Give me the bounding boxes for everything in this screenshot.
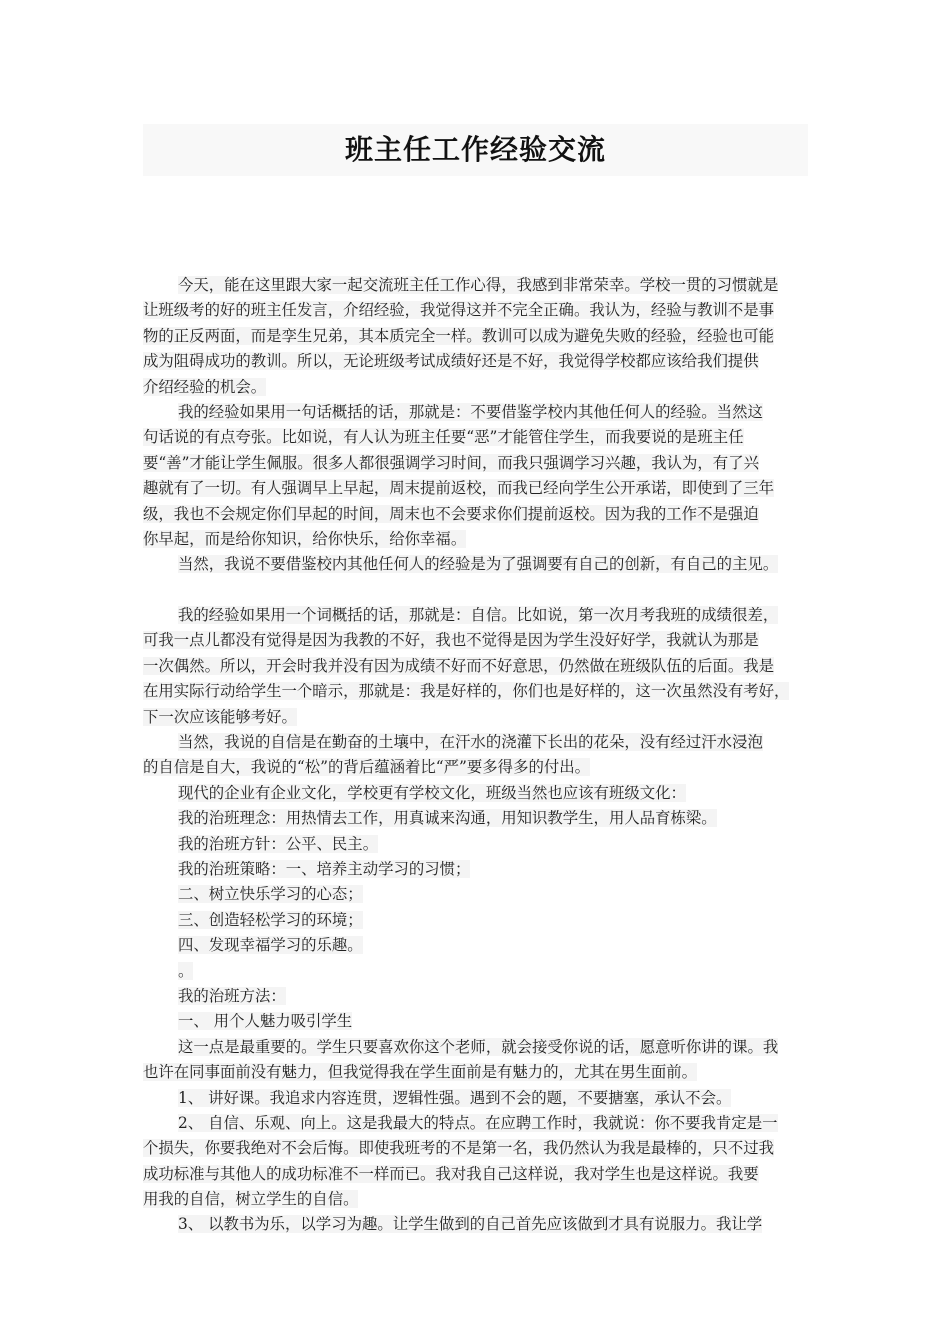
text-line-content: 现代的企业有企业文化，学校更有学校文化，班级当然也应该有班级文化： [178,783,686,802]
text-line-content: 。 [178,961,194,980]
text-line-content: 二、树立快乐学习的心态； [178,885,363,904]
text-line [143,882,811,907]
text-line-content: 我的经验如果用一个词概括的话，那就是：自信。比如说，第一次月考我班的成绩很差， [178,606,779,625]
text-line [143,400,811,425]
text-line-content: 用我的自信，树立学生的自信。 [143,1190,359,1209]
text-line-content: 成功标准与其他人的成功标准不一样而已。我对我自己这样说，我对学生也是这样说。我要 [143,1164,759,1183]
text-line [143,1187,811,1212]
text-line [143,476,811,501]
text-line [143,857,811,882]
text-line [143,933,811,958]
text-line-content: 我的治班方法： [178,986,286,1005]
document-title: 班主任工作经验交流 [344,133,606,166]
text-line [143,1086,811,1111]
text-line-content: 三、创造轻松学习的环境； [178,910,363,929]
text-line-content: 你早起，而是给你知识，给你快乐，给你幸福。 [143,529,467,548]
text-line-content: 也许在同事面前没有魅力，但我觉得我在学生面前是有魅力的，尤其在男生面前。 [143,1063,698,1082]
text-line-content: 下一次应该能够考好。 [143,707,297,726]
text-line-content: 我的经验如果用一句话概括的话，那就是：不要借鉴学校内其他任何人的经验。当然这 [178,402,763,421]
text-line [143,984,811,1009]
text-line [143,324,811,349]
text-line-content: 一、 用个人魅力吸引学生 [178,1012,353,1031]
text-line-content: 介绍经验的机会。 [143,377,267,396]
text-line-content: 一次偶然。所以，开会时我并没有因为成绩不好而不好意思，仍然做在班级队伍的后面。我是 [143,656,775,675]
text-line-content: 3、 以教书为乐，以学习为趣。让学生做到的自己首先应该做到才具有说服力。我让学 [178,1215,763,1234]
text-line [143,730,811,755]
text-line-content: 当然，我说的自信是在勤奋的土壤中，在汗水的浇灌下长出的花朵，没有经过汗水浸泡 [178,733,763,752]
text-line [143,679,811,704]
text-line [143,273,811,298]
text-line [143,603,811,628]
text-line-content: 让班级考的好的班主任发言，介绍经验，我觉得这并不完全正确。我认为，经验与教训不是事 [143,301,775,320]
text-line [143,425,811,450]
text-line [143,1060,811,1085]
text-line [143,1009,811,1034]
text-line [143,832,811,857]
text-line-content: 我的治班理念：用热情去工作，用真诚来沟通，用知识教学生，用人品育栋梁。 [178,809,717,828]
text-line [143,705,811,730]
text-line [143,1111,811,1136]
text-line [143,375,811,400]
text-line [143,959,811,984]
text-line-content: 物的正反两面，而是孪生兄弟，其本质完全一样。教训可以成为避免失败的经验，经验也可能 [143,326,775,345]
text-line-content: 2、 自信、乐观、向上。这是我最大的特点。在应聘工作时，我就说：你不要我肯定是一 [178,1113,778,1132]
text-line [143,527,811,552]
text-line-content: 的自信是自大，我说的“松”的背后蕴涵着比“严”要多得多的付出。 [143,758,591,777]
text-line [143,552,811,577]
text-line-content: 要“善”才能让学生佩服。很多人都很强调学习时间，而我只强调学习兴趣，我认为，有了兴 [143,453,759,472]
text-line-content: 在用实际行动给学生一个暗示，那就是：我是好样的，你们也是好样的，这一次虽然没有考好， [143,682,790,701]
document-body [143,273,811,1238]
text-line [143,298,811,323]
text-line [143,654,811,679]
text-line-content: 当然，我说不要借鉴校内其他任何人的经验是为了强调要有自己的创新，有自己的主见。 [178,555,779,574]
text-line-content: 可我一点儿都没有觉得是因为我教的不好，我也不觉得是因为学生没好好学，我就认为那是 [143,631,759,650]
text-line [143,1035,811,1060]
text-line [143,1212,811,1237]
text-line [143,1162,811,1187]
text-line [143,781,811,806]
text-line-content: 我的治班策略：一、培养主动学习的习惯； [178,859,471,878]
text-line-content: 1、 讲好课。我追求内容连贯，逻辑性强。遇到不会的题，不要搪塞，承认不会。 [178,1088,732,1107]
text-line-content: 这一点是最重要的。学生只要喜欢你这个老师，就会接受你说的话，愿意听你讲的课。我 [178,1037,779,1056]
text-line [143,451,811,476]
text-line-content: 级，我也不会规定你们早起的时间，周末也不会要求你们提前返校。因为我的工作不是强迫 [143,504,759,523]
text-line [143,502,811,527]
text-line-content: 成为阻碍成功的教训。所以，无论班级考试成绩好还是不好，我觉得学校都应该给我们提供 [143,352,759,371]
text-line-content: 句话说的有点夸张。比如说，有人认为班主任要“恶”才能管住学生，而我要说的是班主任 [143,428,744,447]
text-line [143,349,811,374]
text-line-content: 趣就有了一切。有人强调早上早起，周末提前返校，而我已经向学生公开承诺，即使到了三年 [143,479,775,498]
text-line-content: 四、发现幸福学习的乐趣。 [178,936,363,955]
text-line-content: 我的治班方针：公平、民主。 [178,834,379,853]
text-line [143,1136,811,1161]
text-line [143,755,811,780]
text-line-content: 今天，能在这里跟大家一起交流班主任工作心得，我感到非常荣幸。学校一贯的习惯就是 [178,276,779,294]
text-line [143,908,811,933]
text-line-content: 个损失，你要我绝对不会后悔。即使我班考的不是第一名，我仍然认为我是最棒的，只不过我 [143,1139,775,1158]
text-line [143,806,811,831]
text-line [143,578,811,603]
text-line [143,628,811,653]
